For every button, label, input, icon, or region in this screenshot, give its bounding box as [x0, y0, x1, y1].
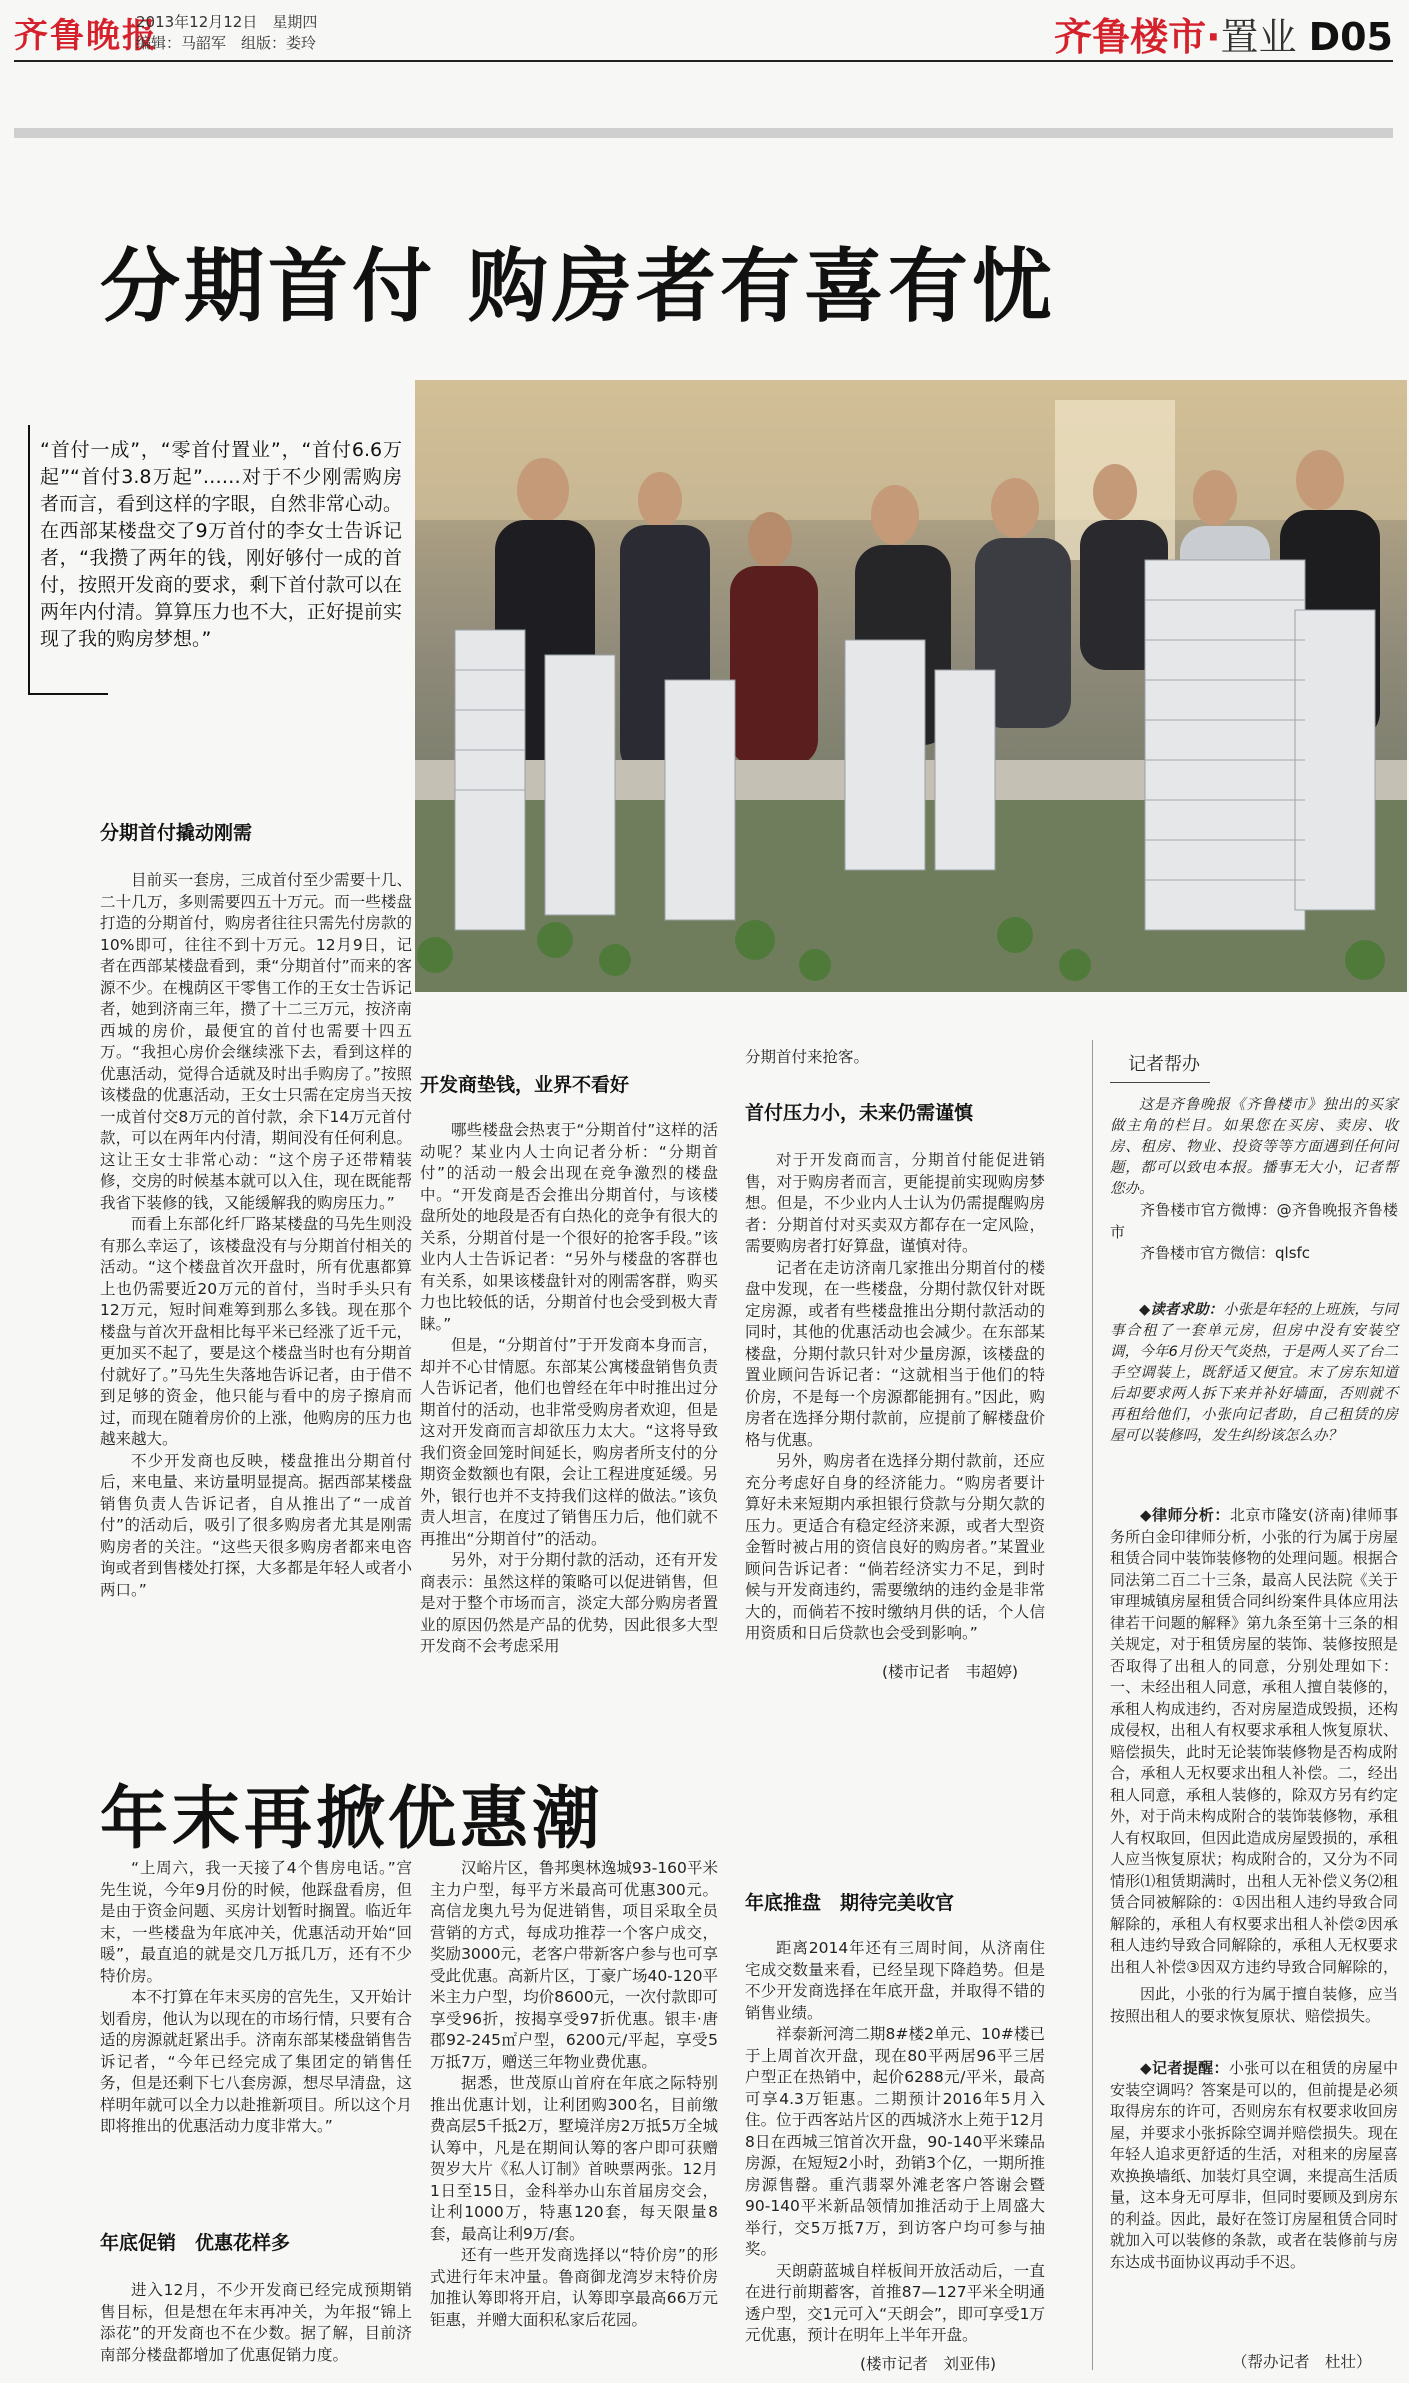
article2-headline: 年末再掀优惠潮 [100, 1780, 605, 1859]
helpbox-question-label: ◆读者求助： [1139, 1302, 1224, 1318]
page-number: D05 [1308, 15, 1393, 59]
article1-col3-top: 分期首付来抢客。 [745, 1048, 870, 1066]
article1-subhead-1: 分期首付撬动刚需 [100, 822, 253, 844]
helpbox-weibo: 齐鲁楼市官方微博：@齐鲁晚报齐鲁楼市 [1110, 1201, 1398, 1241]
article2-colC-para: 距离2014年还有三周时间，从济南住宅成交数量来看，已经呈现下降趋势。但是不少开发商选择在年底开盘，并取得不错的销售业绩。 [745, 1939, 1045, 2022]
helpbox-conclusion-text: 因此，小张的行为属于擅自装修，应当按照出租人的要求恢复原状、赔偿损失。 [1110, 1985, 1398, 2025]
section-name: 齐鲁楼市 [1054, 15, 1207, 59]
section-dot: · [1206, 15, 1221, 59]
helpbox-weixin: 齐鲁楼市官方微信：qlsfc [1140, 1244, 1311, 1262]
article1-col1-para: 而看上东部化纤厂路某楼盘的马先生则没有那么幸运了，该楼盘没有与分期首付相关的活动。“这个楼盘首次开盘时，所有优惠都算上也仍需要近20万元的首付，当时手头只有12万元，短时间难筹到那么多钱。现在那个楼盘与首次开盘相比每平米已经涨了近千元，更加买不起了，要是这个楼盘当时也有分期首付就好了。”马先生失落地告诉记者，由于借不到足够的资金，他只能与看中的房子擦肩而过，而现在随着房价的上涨，他购房的压力也越来越大。 [100, 1215, 412, 1448]
helpbox-lawyer-para [1110, 1505, 1398, 1980]
article2-colB-para: 汉峪片区，鲁邦奥林逸城93-160平米主力户型，每平方米最高可优惠300元。高信龙奥九号为促进销售，项目采取全员营销的方式，每成功推荐一个客户成交，奖励3000元，老客户带新客户参与也可享受此优惠。高新片区，丁豪广场40-120平米主力户型，均价8600元，一次付款即可享受96折，按揭享受97折优惠。银丰·唐郡92-245㎡户型，6200元/平起，享受5万抵7万，赠送三年物业费优惠。 [430, 1859, 718, 2071]
newspaper-logo: 齐鲁晚报 [14, 16, 158, 56]
article1-col2-para: 另外，对于分期付款的活动，还有开发商表示：虽然这样的策略可以促进销售，但是对于整个市场而言，淡定大部分购房者置业的原因仍然是产品的优势，因此很多大型开发商不会考虑采用 [420, 1551, 718, 1655]
article1-col1-para: 目前买一套房，三成首付至少需要十几、二十几万，多则需要四五十万元。而一些楼盘打造的分期首付，购房者往往只需先付房款的10%即可，往往不到十万元。12月9日，记者在西部某楼盘看到，秉“分期首付”而来的客源不少。在槐荫区干零售工作的王女士告诉记者，她到济南三年，攒了十二三万元，按济南西城的房价，最便宜的首付也需要十四五万。“我担心房价会继续涨下去，看到这样的优惠活动，觉得合适就及时出手购房了。”按照该楼盘的优惠活动，王女士只需在定房当天按一成首付交8万元的首付款，余下14万元首付款，可以在两年内付清，期间没有任何利息。这让王女士非常心动：“这个房子还带精装修，交房的时候基本就可以入住，现在既能帮我省下装修的钱，又能缓解我的购房压力。” [100, 871, 412, 1212]
helpbox-conclusion [1110, 1984, 1398, 2027]
helpbox-lawyer-label: ◆律师分析： [1140, 1506, 1230, 1524]
section-banner [1054, 6, 1393, 61]
helpbox-title-rule [1110, 1082, 1210, 1083]
article1-byline: (楼市记者 韦超婷) [882, 1663, 1019, 1681]
article1-subhead-3: 首付压力小，未来仍需谨慎 [745, 1102, 974, 1124]
article2-column-b [430, 1858, 718, 2378]
helpbox-lawyer [1110, 1505, 1398, 1980]
article1-column-2 [420, 1120, 718, 1660]
article1-col2-para: 哪些楼盘会热衷于“分期首付”这样的活动呢？某业内人士向记者分析：“分期首付”的活动一般会出现在竞争激烈的楼盘中。“开发商是否会推出分期首付，与该楼盘所处的地段是否有白热化的竞争有很大的关系，分期首付是一个很好的抢客手段。”该业内人士告诉记者：“另外与楼盘的客群也有关系，如果该楼盘针对的刚需客群，购买力也比较低的话，分期首付也会受到极大青睐。” [420, 1121, 718, 1333]
article1-column-3 [745, 1150, 1045, 1650]
article2-subhead-a: 年底促销 优惠花样多 [100, 2232, 291, 2254]
article1-col3-para: 对于开发商而言，分期首付能促进销售，对于购房者而言，更能提前实现购房梦想。但是，不少业内人士认为仍需提醒购房者：分期首付对买卖双方都存在一定风险，需要购房者打好算盘，谨慎对待。 [745, 1151, 1045, 1255]
article1-lead: “首付一成”，“零首付置业”，“首付6.6万起”“首付3.8万起”……对于不少刚需购房者而言，看到这样的字眼，自然非常心动。在西部某楼盘交了9万首付的李女士告诉记者，“我攒了两年的钱，刚好够付一成的首付，按照开发商的要求，剩下首付款可以在两年内付清。算算压力也不大，正好提前实现了我的购房梦想。” [40, 439, 402, 650]
header-grey-band [14, 128, 1393, 138]
helpbox-title: 记者帮办 [1128, 1054, 1200, 1075]
lead-bottom-bar [28, 693, 108, 695]
article2-colA2-para: 进入12月，不少开发商已经完成预期销售目标，但是想在年末再冲关，为年报“锦上添花”的开发商也不在少数。据了解，目前济南部分楼盘都增加了优惠促销力度。 [100, 2281, 412, 2364]
article2-column-a [100, 1858, 412, 2203]
helpbox-question [1110, 1300, 1398, 1447]
helpbox-question-para [1110, 1300, 1398, 1447]
article1-col3-para: 记者在走访济南几家推出分期首付的楼盘中发现，在一些楼盘，分期付款仅针对既定房源，或者有些楼盘推出分期付款活动的同时，其他的优惠活动也会减少。在东部某楼盘，分期付款只针对少量房源，该楼盘的置业顾问告诉记者：“这就相当于他们的特价房，不是每一个房源都能拥有。”因此，购房者在选择分期付款前，应提前了解楼盘价格与优惠。 [745, 1258, 1045, 1449]
helpbox-tip [1110, 2058, 1398, 2343]
issue-meta [136, 12, 317, 54]
helpbox-tip-para [1110, 2058, 1398, 2273]
issue-date: 2013年12月12日 星期四 [136, 13, 318, 31]
helpbox-divider [1092, 1040, 1093, 2370]
helpbox-intro-text: 这是齐鲁晚报《齐鲁楼市》独出的买家做主角的栏目。如果您在买房、卖房、收房、租房、物业、投资等等方面遇到任何问题，都可以致电本报。播事无大小，记者帮您办。 [1110, 1097, 1398, 1197]
article1-subhead-2: 开发商垫钱，业界不看好 [420, 1074, 630, 1096]
helpbox-byline: （帮办记者 杜壮） [1232, 2353, 1372, 2371]
article2-colC-para: 祥泰新河湾二期8#楼2单元、10#楼已于上周首次开盘，现在80平两居96平三居户型正在热销中，起价6288元/平米，最高可享4.3万钜惠。二期预计2016年5月入住。位于西客站片区的西城济水上苑于12月8日在西城三馆首次开盘，90-140平米臻品房源，在短短2小时，劲销3个亿，一期所推房源售罄。重汽翡翠外滩老客户答谢会暨90-140平米新品领情加推活动于上周盛大举行，交5万抵7万，到访客户均可参与抽奖。 [745, 2025, 1045, 2258]
lead-left-bar [28, 425, 30, 695]
article1-column-1 [100, 870, 412, 1900]
article2-colB-para: 据悉，世茂原山首府在年底之际特别推出优惠计划，让利团购300名，目前缴费高层5千抵2万，墅境洋房2万抵5万全城认筹中，凡是在期间认筹的客户即可获赠贺岁大片《私人订制》首映票两张。12月1日至15日，金科举办山东首届房交会，让利1000万，特惠120套，每天限量8套，最高让利9万/套。 [430, 2074, 718, 2243]
article1-col2-para: 但是，“分期首付”于开发商本身而言，却并不心甘情愿。东部某公寓楼盘销售负责人告诉记者，他们也曾经在年中时推出过分期首付的活动，也非常受购房者欢迎，但是这对开发商而言却欲压力太大。“这将导致我们资金回笼时间延长，购房者所支付的分期资金数额也有限，会让工程进度延缓。另外，银行也并不支持我们这样的做法。”该负责人坦言，在度过了销售压力后，他们就不再推出“分期首付”的活动。 [420, 1336, 718, 1548]
helpbox-tip-text: 小张可以在租赁的房屋中安装空调吗？答案是可以的，但前提是必须取得房东的许可，否则房东有权要求收回房屋，并要求小张拆除空调并赔偿损失。现在年轻人追求更舒适的生活，对租来的房屋喜欢换换墙纸、加装灯具空调，来提高生活质量，这本身无可厚非，但同时要顾及到房东的利益。因此，最好在签订房屋租赁合同时就加入可以装修的条款，或者在装修前与房东达成书面协议再动手不迟。 [1110, 2059, 1398, 2271]
article2-subhead-c: 年底推盘 期待完美收官 [745, 1892, 955, 1914]
header-rule [14, 60, 1393, 62]
article1-headline: 分期首付 购房者有喜有忧 [100, 240, 1056, 333]
subsection-name: 置业 [1220, 15, 1297, 59]
issue-editors: 编辑：马韶军 组版：娄玲 [136, 34, 317, 52]
article2-byline: (楼市记者 刘亚伟) [860, 2355, 997, 2373]
helpbox-question-text: 小张是年轻的上班族，与同事合租了一套单元房，但房中没有安装空调，今年6月份天气炎热，于是两人买了台二手空调装上，既舒适又便宜。末了房东知道后却要求两人拆下来并补好墙面，否则就不再租给他们，小张向记者助，自己租赁的房屋可以装修吗，发生纠纷该怎么办？ [1110, 1302, 1398, 1444]
showroom-photo [415, 380, 1407, 992]
showroom-photo-illustration [415, 380, 1407, 992]
helpbox-contacts [1110, 1200, 1398, 1265]
article2-colC-para: 天朗蔚蓝城自样板间开放活动后，一直在进行前期蓄客，首推87—127平米全明通透户型，交1元可入“天朗会”，即可享受1万元优惠，预计在明年上半年开盘。 [745, 2261, 1045, 2344]
helpbox-intro [1110, 1095, 1398, 1200]
article2-column-c [745, 1938, 1045, 2348]
article2-colA-para: 本不打算在年末买房的宫先生，又开始计划看房，他认为以现在的市场行情，只要有合适的房源就赶紧出手。济南东部某楼盘销售告诉记者，“今年已经完成了集团定的销售任务，但是还剩下七八套房源，想尽早清盘，这样明年就可以全力以赴推新项目。所以这个月即将推出的优惠活动力度非常大。” [100, 1988, 412, 2135]
article1-col1-para: 不少开发商也反映，楼盘推出分期首付后，来电量、来访量明显提高。据西部某楼盘销售负责人告诉记者，自从推出了“一成首付”的活动后，吸引了很多购房者尤其是刚需购房者的关注。“这些天很多购房者都来电咨询或者到售楼处打探，大多都是年轻人或者小两口。” [100, 1451, 412, 1599]
article2-column-a2 [100, 2280, 412, 2380]
article2-colB-para: 还有一些开发商选择以“特价房”的形式进行年末冲量。鲁商御龙湾岁末特价房加推认筹即将开启，认筹即享最高66万元钜惠，并赠大面积私家后花园。 [430, 2246, 718, 2329]
helpbox-lawyer-text: 北京市隆安(济南)律师事务所白金印律师分析，小张的行为属于房屋租赁合同中装饰装修物的处理问题。根据合同法第二百二十三条，最高人民法院《关于审理城镇房屋租赁合同纠纷案件具体应用法律若干问题的解释》第九条至第十三条的相关规定，对于租赁房屋的装饰、装修按照是否取得了出租人的同意，分别处理如下：一、未经出租人同意，承租人擅自装修的，承租人构成违约，否对房屋造成毁损，还构成侵权，出租人有权要求承租人恢复原状、赔偿损失，此时无论装饰装修物是否构成附合，承租人无权要求出租人补偿。二，经出租人同意，承租人装修的，除双方另有约定外，对于尚未构成附合的装饰装修物，承租人有权取回，但因此造成房屋毁损的，承租人应当恢复原状；构成附合的，又分为不同情形⑴租赁期满时，出租人无补偿义务⑵租赁合同被解除的：①因出租人违约导致合同解除的，承租人有权要求出租人补偿②因承租人违约导致合同解除的，承租人无权要求出租人补偿③因双方违约导致合同解除的， [1110, 1506, 1398, 1976]
helpbox-tip-label: ◆记者提醒： [1140, 2059, 1229, 2077]
article1-col3-para: 另外，购房者在选择分期付款前，还应充分考虑好自身的经济能力。“购房者要计算好未来短期内承担银行贷款与分期欠款的压力。更适合有稳定经济来源，或者大型资金暂时被占用的资信良好的购房者。”某置业顾问告诉记者：“倘若经济实力不足，到时候与开发商违约，需要缴纳的违约金是非常大的，而倘若不按时缴纳月供的话，个人信用资质和日后贷款也会受到影响。” [745, 1452, 1045, 1642]
article2-colA-para: “上周六，我一天接了4个售房电话。”宫先生说，今年9月份的时候，他踩盘看房，但是由于资金问题、买房计划暂时搁置。临近年末，一些楼盘为年底冲关，优惠活动开始“回暖”，最直追的就是交几万抵几万，还有不少特价房。 [100, 1859, 412, 1985]
